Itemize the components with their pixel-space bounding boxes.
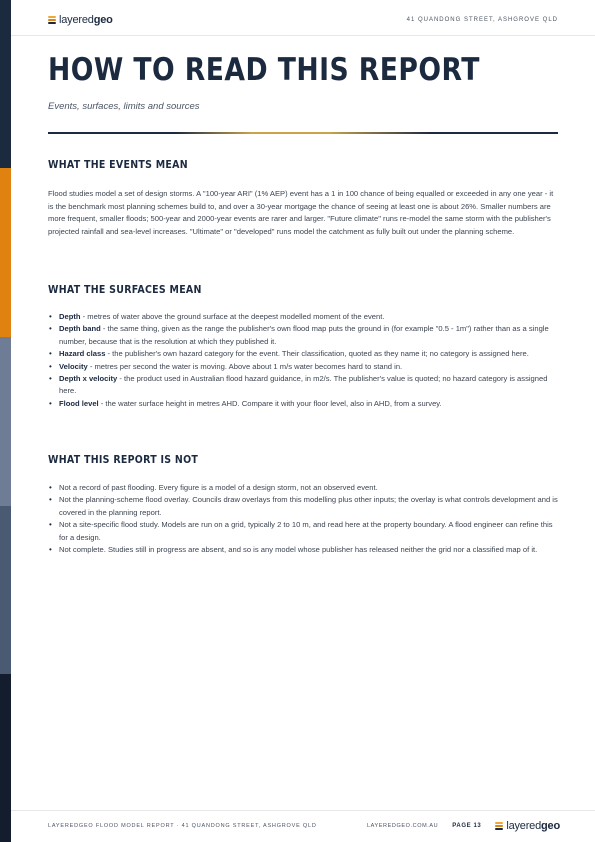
page-number: PAGE 13 xyxy=(452,823,482,829)
page-header xyxy=(48,12,558,28)
stripe-segment-orange xyxy=(0,168,11,337)
section-body: Flood studies model a set of design storms. A "100-year ARI" (1% AEP) event has a 1 in 100 chance of being equalled or exceeded in any one year - it is the benchmark most planning schemes build to, and over a 30-year mortgage the chance of seeing at least one is about 26%. Smaller numbers are more frequent, smaller floods; 500-year and 2000-year events are rarer and larger. "Future climate" runs re-model the same storm with the publisher's projected rainfall and sea-level increases. "Ultimate" or "developed" runs model the catchment as fully built out under the planning scheme. xyxy=(48,189,554,236)
list-item: • Hazard class - the publisher's own hazard category for the event. Their classification, quoted as they name it; no category is assigned here. xyxy=(48,348,558,360)
section-limits xyxy=(48,454,558,556)
list-item: • Depth - metres of water above the ground surface at the deepest modelled moment of the event. xyxy=(48,311,558,323)
footer-report-title: LAYEREDGEO FLOOD MODEL REPORT · 41 QUANDONG STREET, ASHGROVE QLD xyxy=(48,823,317,829)
surfaces-list xyxy=(48,311,558,410)
list-item: • Not the planning-scheme flood overlay. Councils draw overlays from this modelling plus other inputs; the overlay is what controls development and is covered in the planning report. xyxy=(48,494,558,519)
side-stripe xyxy=(0,0,11,842)
list-item: • Not complete. Studies still in progress are absent, and so is any model whose publisher has released neither the grid nor a classified map of it. xyxy=(48,544,558,556)
page-footer xyxy=(48,817,560,835)
logo-wordmark: layeredgeo xyxy=(506,820,560,832)
footer-logo xyxy=(495,820,560,832)
stripe-segment-slate xyxy=(0,337,11,506)
section-heading: WHAT THE SURFACES MEAN xyxy=(48,284,202,296)
stripe-segment-steel xyxy=(0,506,11,674)
section-heading: WHAT THIS REPORT IS NOT xyxy=(48,454,199,466)
list-item: • Not a record of past flooding. Every figure is a model of a design storm, not an observed event. xyxy=(48,482,558,494)
header-logo xyxy=(48,14,113,26)
list-item: • Flood level - the water surface height in metres AHD. Compare it with your floor level, also in AHD, from a survey. xyxy=(48,398,558,410)
header-divider xyxy=(11,35,595,36)
page-subtitle: Events, surfaces, limits and sources xyxy=(48,101,200,112)
layers-icon xyxy=(48,16,56,24)
list-item: • Depth x velocity - the product used in Australian flood hazard guidance, in m2/s. The publisher's value is quoted; no hazard category is assigned here. xyxy=(48,373,558,398)
footer-website: LAYEREDGEO.COM.AU xyxy=(367,823,439,829)
footer-divider xyxy=(11,810,595,811)
list-item: • Velocity - metres per second the water is moving. Above about 1 m/s water becomes hard to stand in. xyxy=(48,361,558,373)
stripe-segment-navy xyxy=(0,0,11,168)
logo-wordmark: layeredgeo xyxy=(59,14,113,26)
layers-icon xyxy=(495,822,503,830)
title-divider xyxy=(48,132,558,134)
page-title: HOW TO READ THIS REPORT xyxy=(48,52,480,88)
header-address: 41 QUANDONG STREET, ASHGROVE QLD xyxy=(406,17,558,23)
list-item: • Depth band - the same thing, given as the range the publisher's own flood map puts the ground in (for example "0.5 - 1m") rather than as a single number, because that is the resolution at which they published it. xyxy=(48,323,558,348)
footer-right xyxy=(367,820,560,832)
section-heading: WHAT THE EVENTS MEAN xyxy=(48,159,188,171)
list-item: • Not a site-specific flood study. Models are run on a grid, typically 2 to 10 m, and read here at the property boundary. A flood engineer can refine this for a design. xyxy=(48,519,558,544)
limits-list xyxy=(48,482,558,556)
stripe-segment-dark xyxy=(0,674,11,842)
section-surfaces xyxy=(48,284,558,410)
section-events xyxy=(48,159,558,238)
